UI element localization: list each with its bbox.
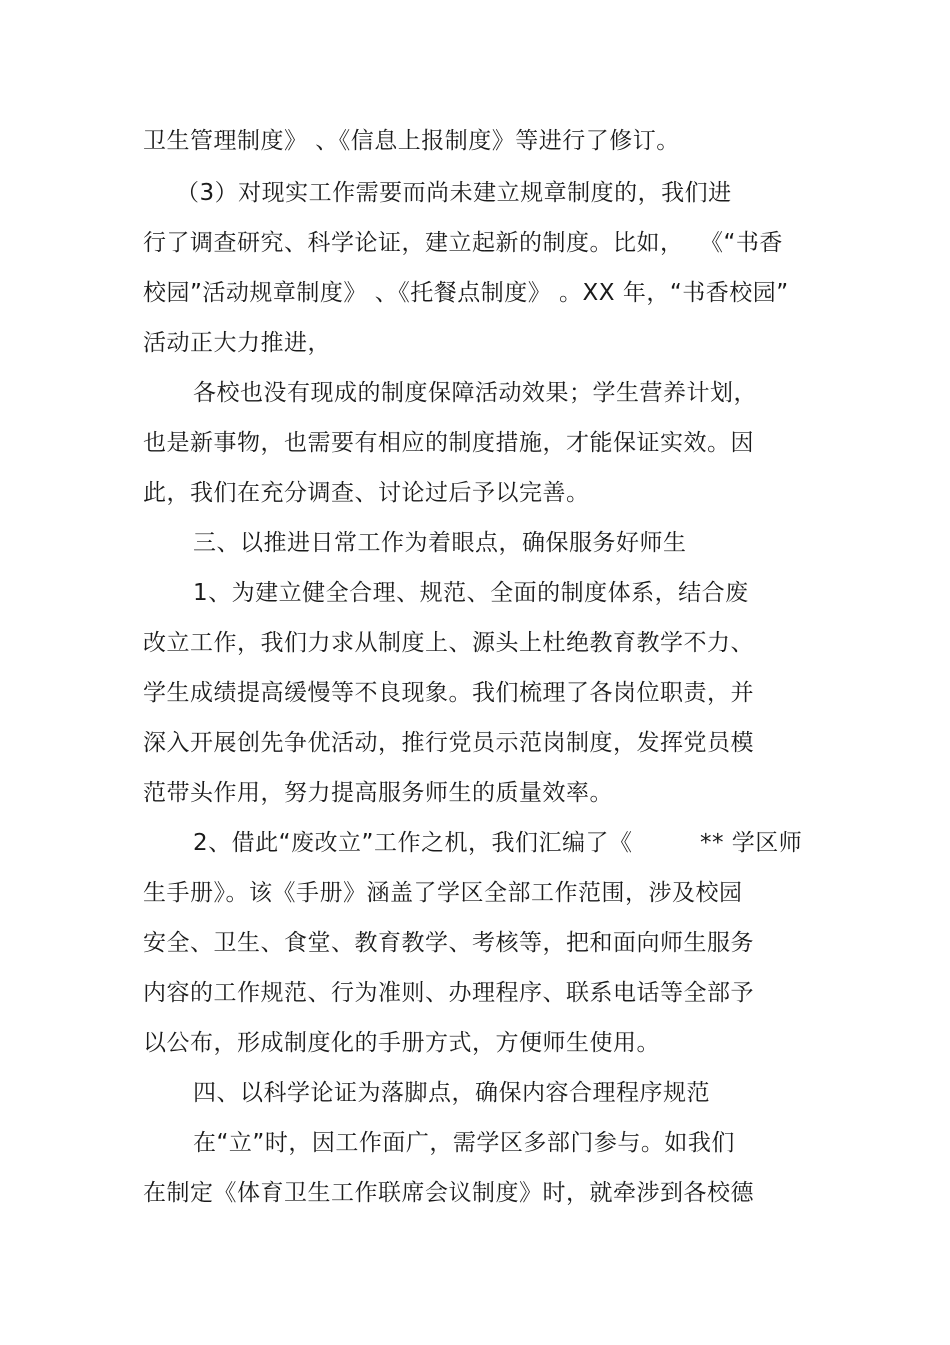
text-line: 以公布，形成制度化的手册方式，方便师生使用。	[143, 1030, 660, 1056]
text-line: 也是新事物，也需要有相应的制度措施，才能保证实效。因	[143, 430, 754, 456]
text-line: ** 学区师	[700, 830, 803, 856]
text-line: 生手册》。该《手册》涵盖了学区全部工作范围，涉及校园	[143, 880, 743, 906]
text-line: 1、为建立健全合理、规范、全面的制度体系，结合废	[193, 580, 749, 606]
section-heading: 三、以推进日常工作为着眼点，确保服务好师生	[193, 530, 687, 556]
text-line: 范带头作用，努力提高服务师生的质量效率。	[143, 780, 613, 806]
section-heading: 四、以科学论证为落脚点，确保内容合理程序规范	[193, 1080, 710, 1106]
text-line: 在“立”时，因工作面广，需学区多部门参与。如我们	[193, 1130, 735, 1156]
text-line: 在制定《体育卫生工作联席会议制度》时，就牵涉到各校德	[143, 1180, 754, 1206]
text-line: 卫生管理制度》 、《信息上报制度》等进行了修订。	[143, 128, 680, 154]
text-line: 内容的工作规范、行为准则、办理程序、联系电话等全部予	[143, 980, 754, 1006]
text-line: 校园”活动规章制度》 、《托餐点制度》 。XX 年，“书香校园”	[143, 280, 789, 306]
text-line: 行了调查研究、科学论证，建立起新的制度。比如，	[143, 230, 684, 256]
text-line: 2、借此“废改立”工作之机，我们汇编了《	[193, 830, 633, 856]
text-line: 深入开展创先争优活动，推行党员示范岗制度，发挥党员模	[143, 730, 754, 756]
text-line: 改立工作，我们力求从制度上、源头上杜绝教育教学不力、	[143, 630, 754, 656]
text-line: 学生成绩提高缓慢等不良现象。我们梳理了各岗位职责，并	[143, 680, 754, 706]
text-line: 此，我们在充分调查、讨论过后予以完善。	[143, 480, 590, 506]
text-line: 活动正大力推进，	[143, 330, 331, 356]
text-line: （3）对现实工作需要而尚未建立规章制度的，我们进	[176, 180, 732, 206]
text-line: 各校也没有现成的制度保障活动效果；学生营养计划，	[193, 380, 757, 406]
text-line: 安全、卫生、食堂、教育教学、考核等，把和面向师生服务	[143, 930, 754, 956]
text-line: 《“书香	[700, 230, 783, 256]
